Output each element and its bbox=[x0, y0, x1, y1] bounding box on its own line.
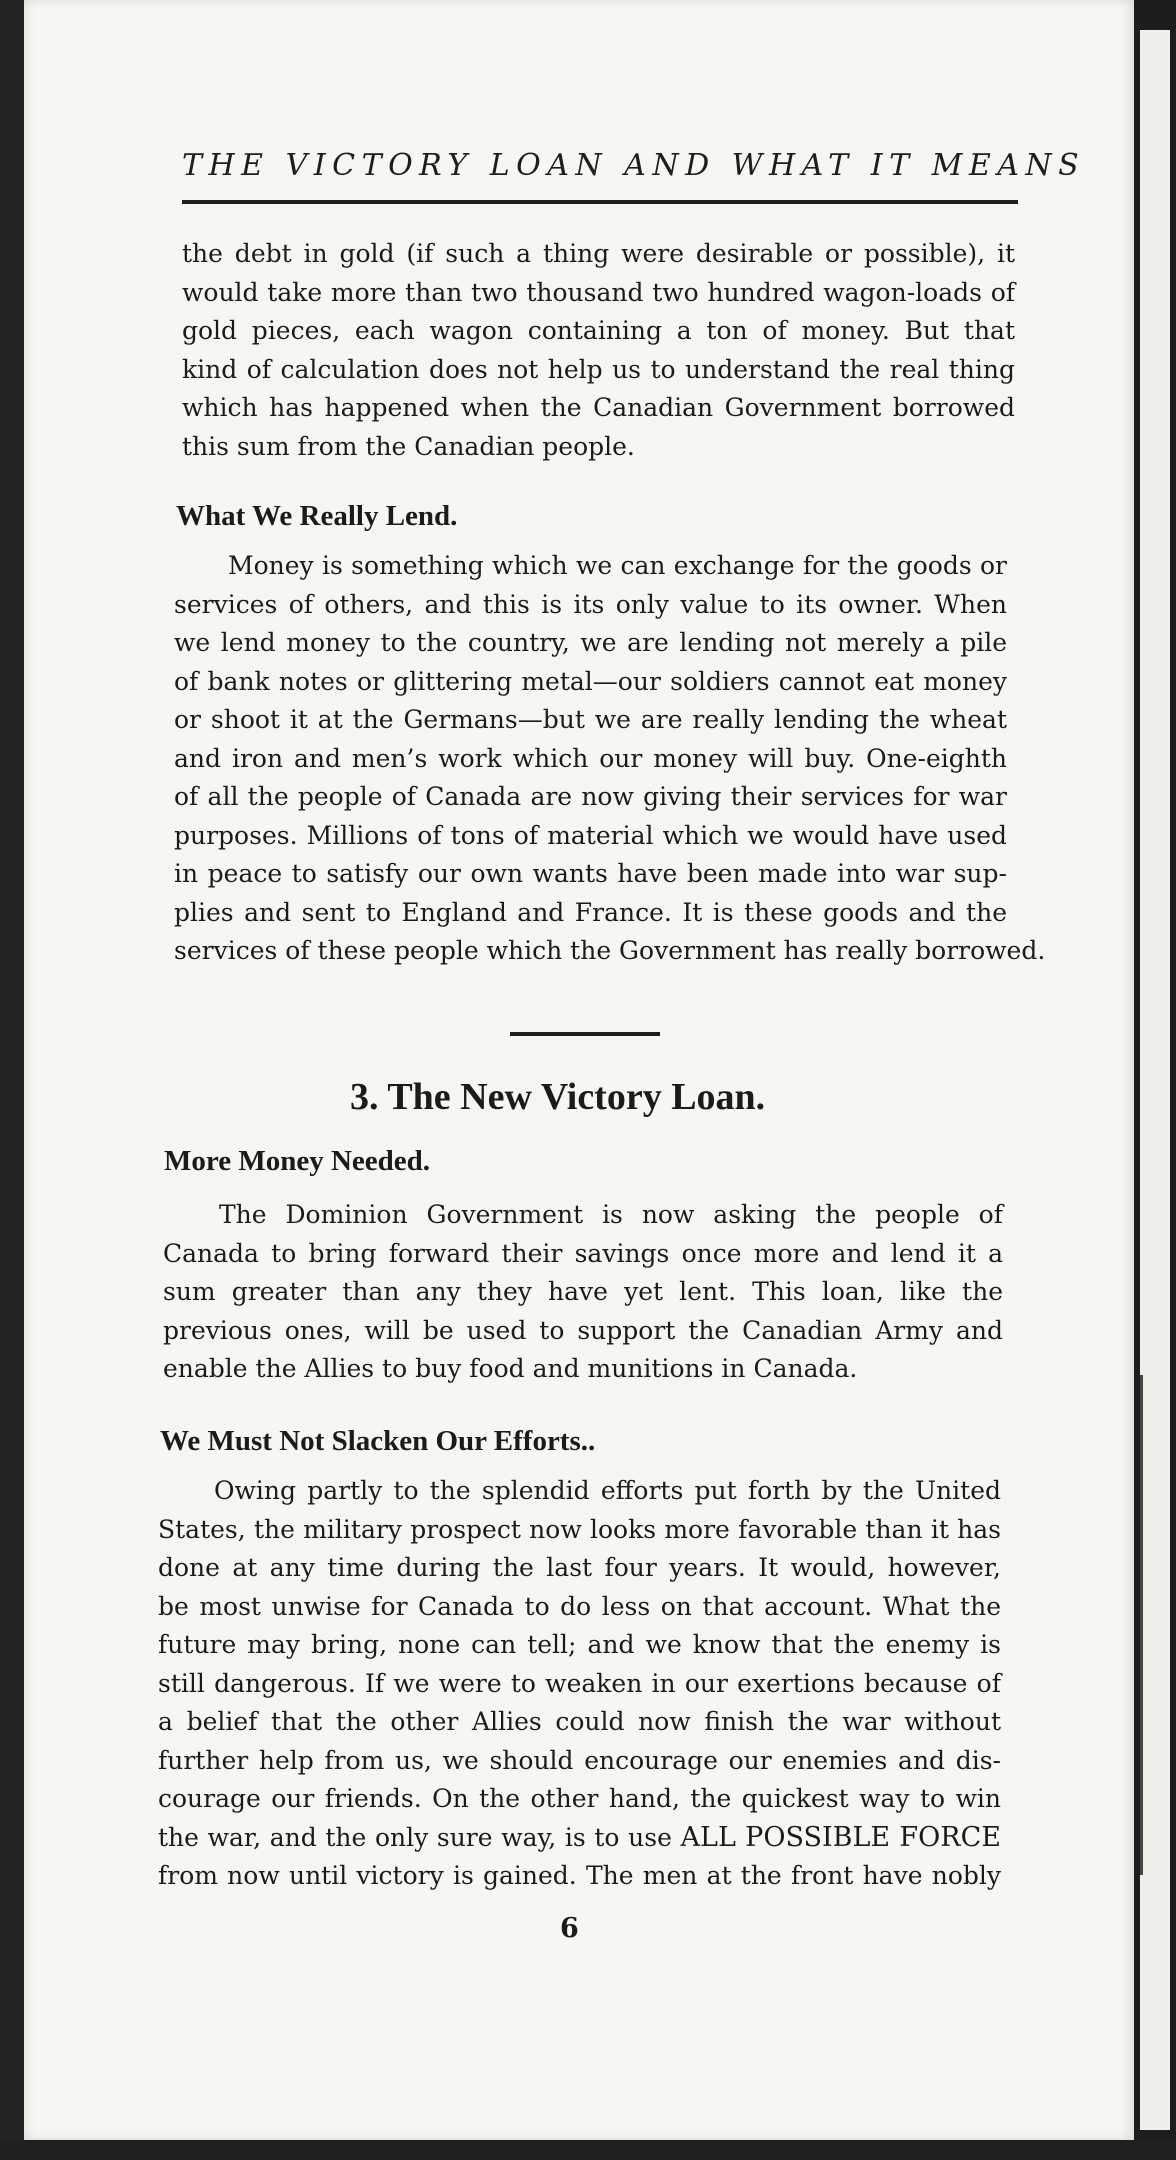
paragraph-we-must-not-slacken bbox=[158, 1472, 1001, 1896]
text-line: kind of calculation does not help us to understand the real thing bbox=[182, 354, 1015, 384]
text-line: previous ones, will be used to support the Canadian Army and bbox=[163, 1315, 1003, 1345]
text-line: still dangerous. If we were to weaken in our exertions because of bbox=[158, 1668, 1001, 1698]
text-line: done at any time during the last four years. It would, however, bbox=[158, 1553, 1001, 1582]
text-line: and iron and men’s work which our money will buy. One-eighth bbox=[174, 743, 1007, 773]
text-line: sum greater than any they have yet lent. This loan, like the bbox=[163, 1277, 1003, 1306]
page-number: 6 bbox=[560, 1913, 579, 1944]
text-line: of all the people of Canada are now giving their services for war bbox=[174, 782, 1007, 811]
text-fragment: the war, and the only sure way, is to use bbox=[158, 1822, 672, 1852]
text-line: Owing partly to the splendid efforts put forth by the United bbox=[214, 1476, 1001, 1505]
paragraph-more-money-needed bbox=[163, 1196, 1003, 1389]
text-line: from now until victory is gained. The men at the front have nobly bbox=[158, 1861, 1001, 1890]
text-line: purposes. Millions of tons of material which we would have used bbox=[174, 820, 1007, 850]
text-line: The Dominion Government is now asking the people of bbox=[219, 1200, 1003, 1229]
text-line: services of others, and this is its only value to its owner. When bbox=[174, 589, 1007, 619]
text-line-with-emphasis bbox=[158, 1819, 1001, 1858]
text-line: future may bring, none can tell; and we know that the enemy is bbox=[158, 1630, 1001, 1659]
paragraph-what-we-really-lend bbox=[174, 547, 1046, 971]
text-line: gold pieces, each wagon containing a ton of money. But that bbox=[182, 316, 1015, 345]
subheading-we-must-not-slacken: We Must Not Slacken Our Efforts.. bbox=[160, 1425, 596, 1457]
text-line: further help from us, we should encourage our enemies and dis- bbox=[158, 1745, 1001, 1775]
text-line: services of these people which the Government has really borrowed. bbox=[174, 936, 1046, 965]
text-line: enable the Allies to buy food and munitions in Canada. bbox=[163, 1354, 858, 1383]
section-divider-rule bbox=[510, 1032, 660, 1036]
text-line: courage our friends. On the other hand, the quickest way to win bbox=[158, 1784, 1001, 1813]
text-line: we lend money to the country, we are lending not merely a pile bbox=[174, 628, 1007, 657]
text-line: plies and sent to England and France. It is these goods and the bbox=[174, 897, 1007, 927]
emphasis-small-caps: ALL POSSIBLE FORCE bbox=[680, 1821, 1001, 1853]
text-line: which has happened when the Canadian Government borrowed bbox=[182, 393, 1015, 422]
running-header bbox=[182, 148, 1086, 204]
text-line: would take more than two thousand two hundred wagon-loads of bbox=[182, 277, 1015, 307]
text-line: Canada to bring forward their savings once more and lend it a bbox=[163, 1238, 1003, 1268]
text-line: of bank notes or glittering metal—our soldiers cannot eat money bbox=[174, 666, 1007, 696]
adjacent-page-edge bbox=[1134, 0, 1176, 2160]
section-title-new-victory-loan: 3. The New Victory Loan. bbox=[350, 1076, 766, 1118]
text-line: in peace to satisfy our own wants have been made into war sup- bbox=[174, 859, 1007, 888]
text-line: Money is something which we can exchange for the goods or bbox=[228, 551, 1007, 580]
text-line: or shoot it at the Germans—but we are really lending the wheat bbox=[174, 705, 1007, 734]
text-line: this sum from the Canadian people. bbox=[182, 431, 635, 461]
subheading-what-we-really-lend: What We Really Lend. bbox=[176, 500, 458, 532]
text-line: a belief that the other Allies could now finish the war without bbox=[158, 1707, 1001, 1736]
text-line: the debt in gold (if such a thing were desirable or possible), it bbox=[182, 239, 1015, 268]
running-title: THE VICTORY LOAN AND WHAT IT MEANS bbox=[182, 148, 1086, 183]
text-line: be most unwise for Canada to do less on that account. What the bbox=[158, 1591, 1001, 1621]
scan-bottom-border bbox=[0, 2140, 1176, 2160]
text-line: States, the military prospect now looks more favorable than it has bbox=[158, 1514, 1001, 1544]
intro-paragraph bbox=[182, 235, 1015, 466]
subheading-more-money-needed: More Money Needed. bbox=[164, 1145, 431, 1177]
